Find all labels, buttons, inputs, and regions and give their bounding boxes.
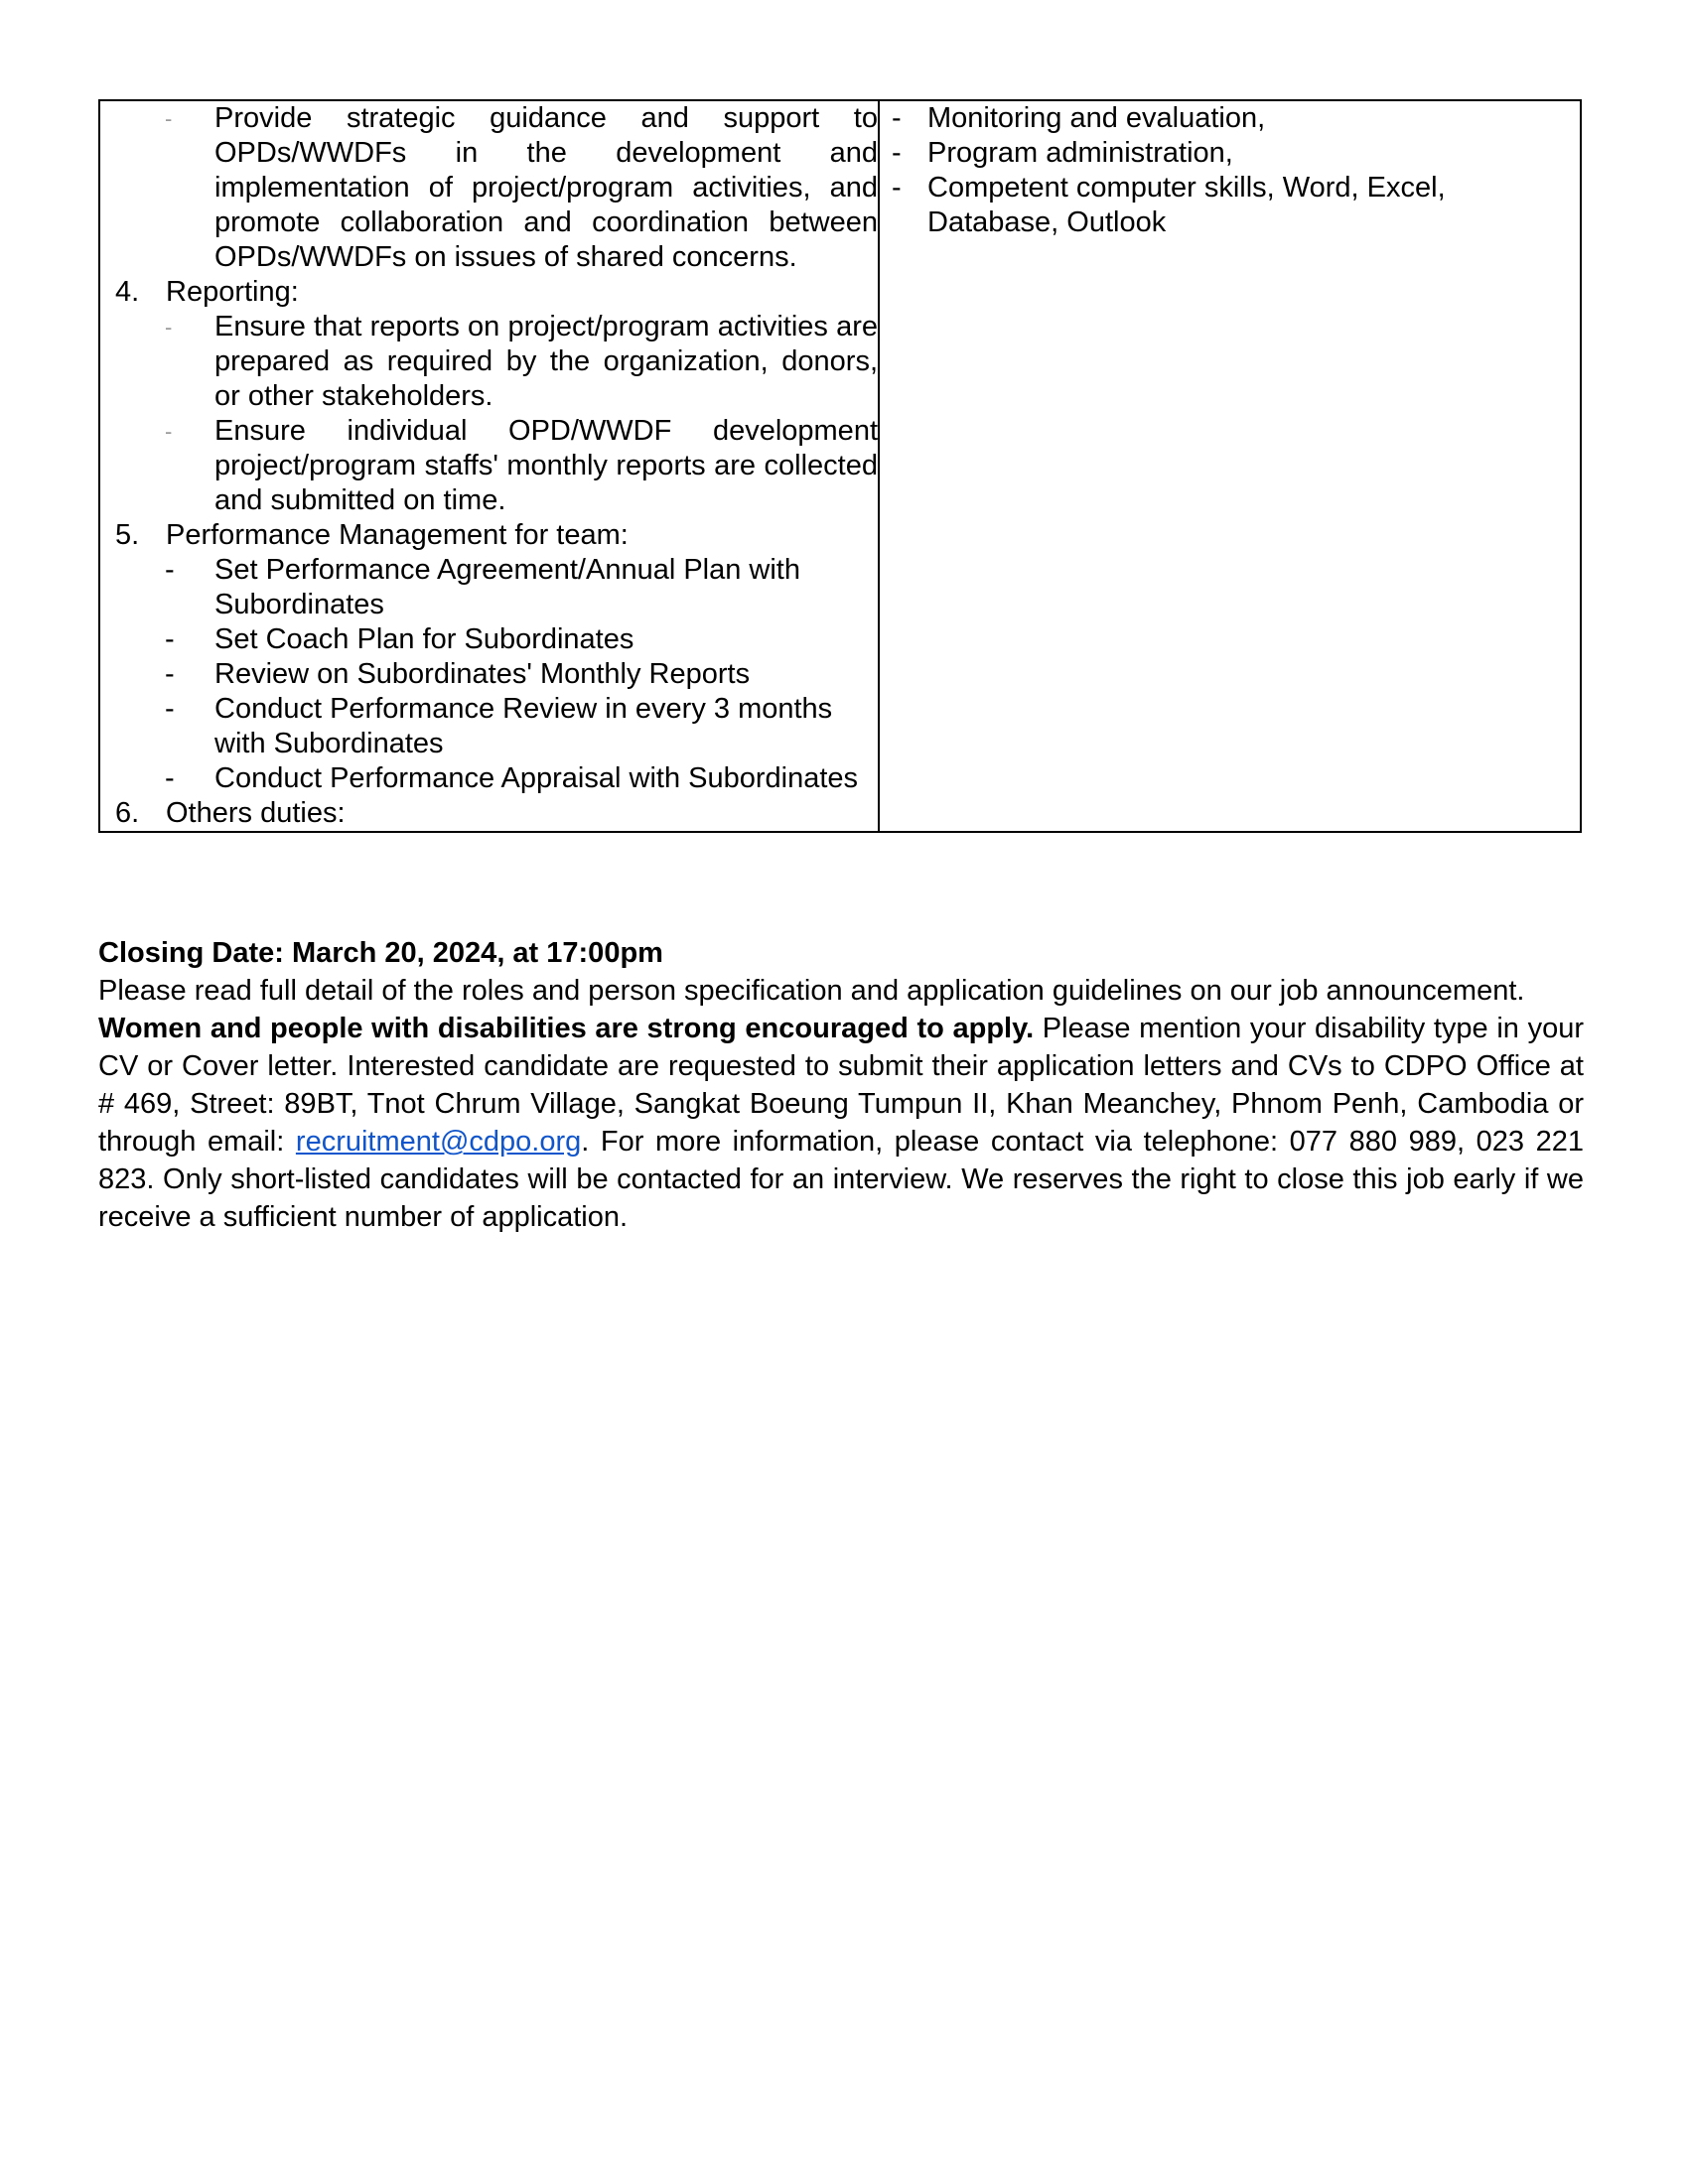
application-instructions: Please mention your disability type in your CV or Cover letter. Interested candidate are requested to submit their application letters and CVs to CDPO Office at # 469, Street: 89BT, Tnot Chrum Village, Sangkat Boeung Tumpun II, Khan Meanchey, Phnom Penh, Cambodia or through email: [98,1013,1584,1158]
application-paragraph [98,1010,1584,1236]
numbered-item-others-duties [100,796,878,831]
list-item [100,310,878,414]
list-item [100,101,878,275]
bullet-dash: - [165,623,175,655]
duty-bullet-text: Conduct Performance Review in every 3 months with Subordinates [214,693,833,759]
bullet-dash: - [165,106,173,131]
list-item [100,761,878,796]
duties-requirements-table [98,99,1582,833]
numbered-item-performance-management [100,518,878,553]
bullet-dash: - [165,315,173,340]
requirement-text: Program administration, [927,137,1233,169]
bullet-dash: - [165,762,175,794]
list-item [880,171,1580,240]
bullet-dash: - [165,658,175,690]
bullet-dash: - [892,172,902,204]
duty-bullet-text: Ensure individual OPD/WWDF development project/program staffs' monthly reports are collected and submitted on time. [214,415,878,516]
list-item [100,692,878,761]
duty-bullet-text: Set Performance Agreement/Annual Plan with Subordinates [214,554,800,620]
guidelines-paragraph: Please read full detail of the roles and person specification and application guidelines on our job announcement. [98,975,1525,1007]
requirements-cell [879,100,1581,832]
item-number: 5. [115,519,140,551]
item-number: 6. [115,797,140,829]
item-label: Others duties: [166,797,346,829]
duty-bullet-text: Conduct Performance Appraisal with Subordinates [214,762,859,794]
item-number: 4. [115,276,140,308]
duty-bullet-text: Provide strategic guidance and support to OPDs/WWDFs in the development and implementation of project/program activities, and promote collaboration and coordination between OPDs/WWDFs on issues of shared concerns. [214,102,878,273]
contact-info: . For more information, please contact via telephone: 077 880 989, 023 221 823. Only short-listed candidates will be contacted for an interview. We reserves the right to close this job early if we receive a sufficient number of application. [98,1126,1584,1233]
encouragement-statement: Women and people with disabilities are strong encouraged to apply. [98,1013,1035,1044]
duty-bullet-text: Ensure that reports on project/program activities are prepared as required by the organization, donors, or other stakeholders. [214,311,878,412]
email-link[interactable]: recruitment@cdpo.org [295,1126,582,1158]
bullet-dash: - [165,693,175,725]
list-item [100,553,878,622]
list-item [100,657,878,692]
closing-section [98,934,1584,1236]
duties-cell [99,100,879,832]
bullet-dash: - [165,554,175,586]
list-item [100,414,878,518]
numbered-item-reporting [100,275,878,310]
bullet-dash: - [892,102,902,134]
duty-bullet-text: Set Coach Plan for Subordinates [214,623,634,655]
closing-date-heading: Closing Date: March 20, 2024, at 17:00pm [98,937,663,969]
item-label: Performance Management for team: [166,519,629,551]
list-item [880,101,1580,136]
duty-bullet-text: Review on Subordinates' Monthly Reports [214,658,751,690]
requirement-text: Monitoring and evaluation, [927,102,1266,134]
item-label: Reporting: [166,276,299,308]
requirement-text: Competent computer skills, Word, Excel, Database, Outlook [927,172,1446,238]
table-row [99,100,1581,832]
list-item [880,136,1580,171]
bullet-dash: - [892,137,902,169]
list-item [100,622,878,657]
bullet-dash: - [165,419,173,444]
